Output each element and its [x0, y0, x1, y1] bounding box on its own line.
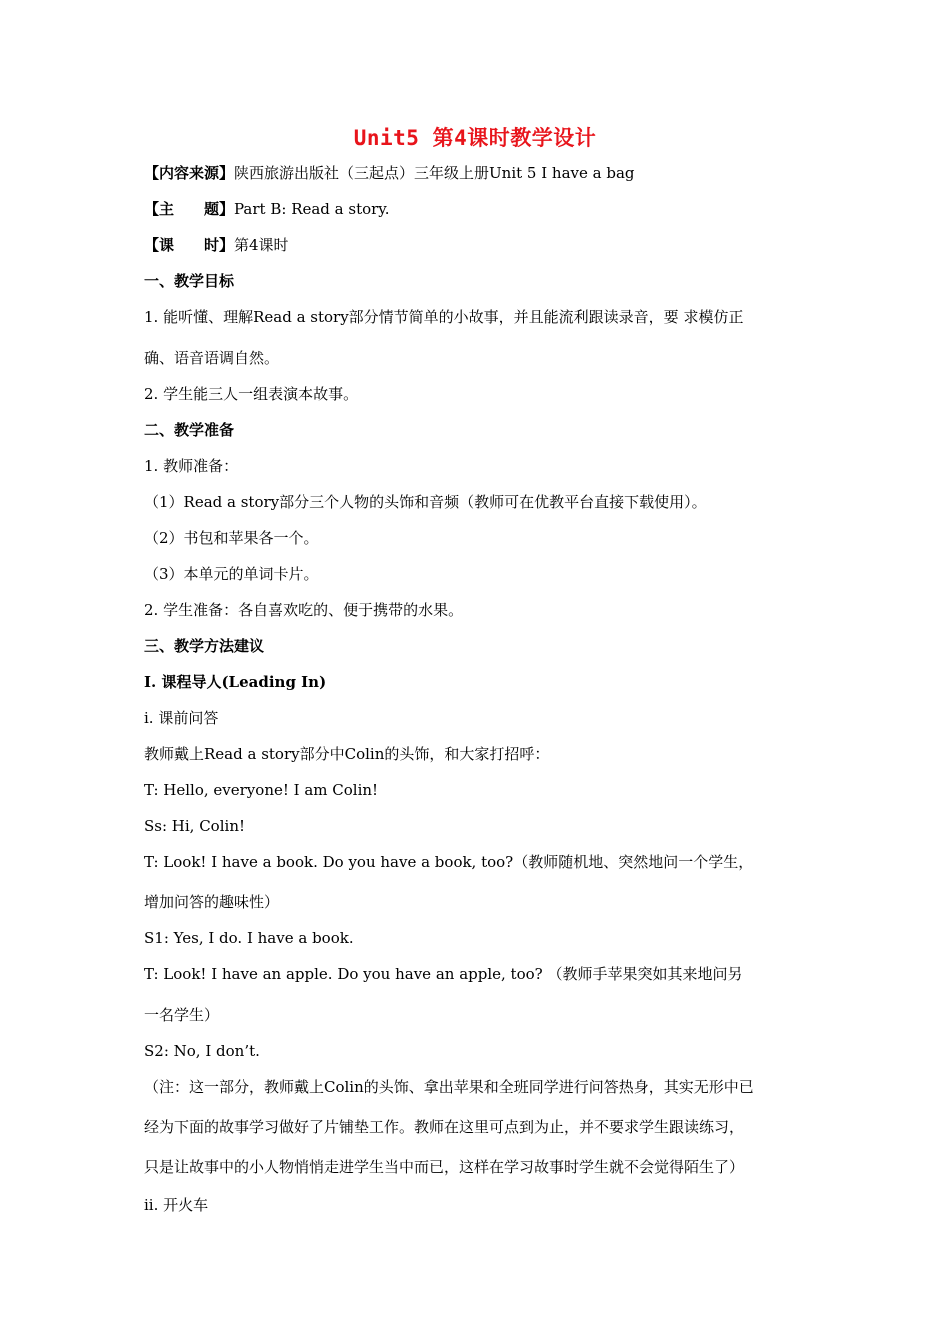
source-line	[144, 164, 816, 182]
paragraph-line: 2. 学生准备：各自喜欢吃的、便于携带的水果。	[144, 601, 464, 619]
paragraph-line: ii. 开火车	[144, 1196, 209, 1214]
dialogue-line: 增加问答的趣味性）	[144, 893, 280, 911]
source-value: 陕西旅游出版社（三起点）三年级上册Unit 5 I have a bag	[234, 164, 635, 182]
paragraph-line: （1）Read a story部分三个人物的头饰和音频（教师可在优教平台直接下载使用）。	[144, 493, 707, 511]
section-heading-methods: 三、教学方法建议	[144, 637, 265, 655]
paragraph-line: 1. 能听懂、理解Read a story部分情节简单的小故事，并且能流利跟读录音，要 求模仿正	[144, 308, 744, 326]
paragraph-line: （2）书包和苹果各一个。	[144, 529, 319, 547]
dialogue-line: T: Look! I have a book. Do you have a book, too?（教师随机地、突然地问一个学生，	[144, 853, 754, 871]
section-heading-preparation: 二、教学准备	[144, 421, 235, 439]
dialogue-line: S1: Yes, I do. I have a book.	[144, 929, 354, 947]
note-line: （注：这一部分，教师戴上Colin的头饰、拿出苹果和全班同学进行问答热身，其实无形中已	[144, 1078, 754, 1096]
period-value: 第4课时	[234, 236, 289, 254]
paragraph-line: 2. 学生能三人一组表演本故事。	[144, 385, 359, 403]
note-line: 经为下面的故事学习做好了片铺垫工作。教师在这里可点到为止，并不要求学生跟读练习，	[144, 1118, 745, 1136]
source-label: 【内容来源】	[144, 164, 235, 182]
dialogue-line: 一名学生）	[144, 1006, 220, 1024]
note-line: 只是让故事中的小人物悄悄走进学生当中而已，这样在学习故事时学生就不会觉得陌生了）	[144, 1158, 745, 1176]
dialogue-line: S2: No, I don’t.	[144, 1042, 260, 1060]
topic-label: 【主 题】	[144, 200, 235, 218]
paragraph-line: i. 课前问答	[144, 709, 219, 727]
period-label: 【课 时】	[144, 236, 235, 254]
dialogue-line: T: Look! I have an apple. Do you have an apple, too? （教师手苹果突如其来地问另	[144, 965, 743, 983]
paragraph-line: 教师戴上Read a story部分中Colin的头饰，和大家打招呼：	[144, 745, 550, 763]
topic-value: Part B: Read a story.	[234, 200, 390, 218]
paragraph-line: 1. 教师准备：	[144, 457, 239, 475]
paragraph-line: （3）本单元的单词卡片。	[144, 565, 319, 583]
dialogue-line: Ss: Hi, Colin!	[144, 817, 246, 835]
subsection-heading: I. 课程导人(Leading In)	[144, 673, 327, 691]
period-line	[144, 236, 816, 254]
dialogue-line: T: Hello, everyone! I am Colin!	[144, 781, 379, 799]
paragraph-line: 确、语音语调自然。	[144, 349, 280, 367]
document-title: Unit5 第4课时教学设计	[353, 126, 597, 150]
topic-line	[144, 200, 816, 218]
section-heading-goals: 一、教学目标	[144, 272, 235, 290]
